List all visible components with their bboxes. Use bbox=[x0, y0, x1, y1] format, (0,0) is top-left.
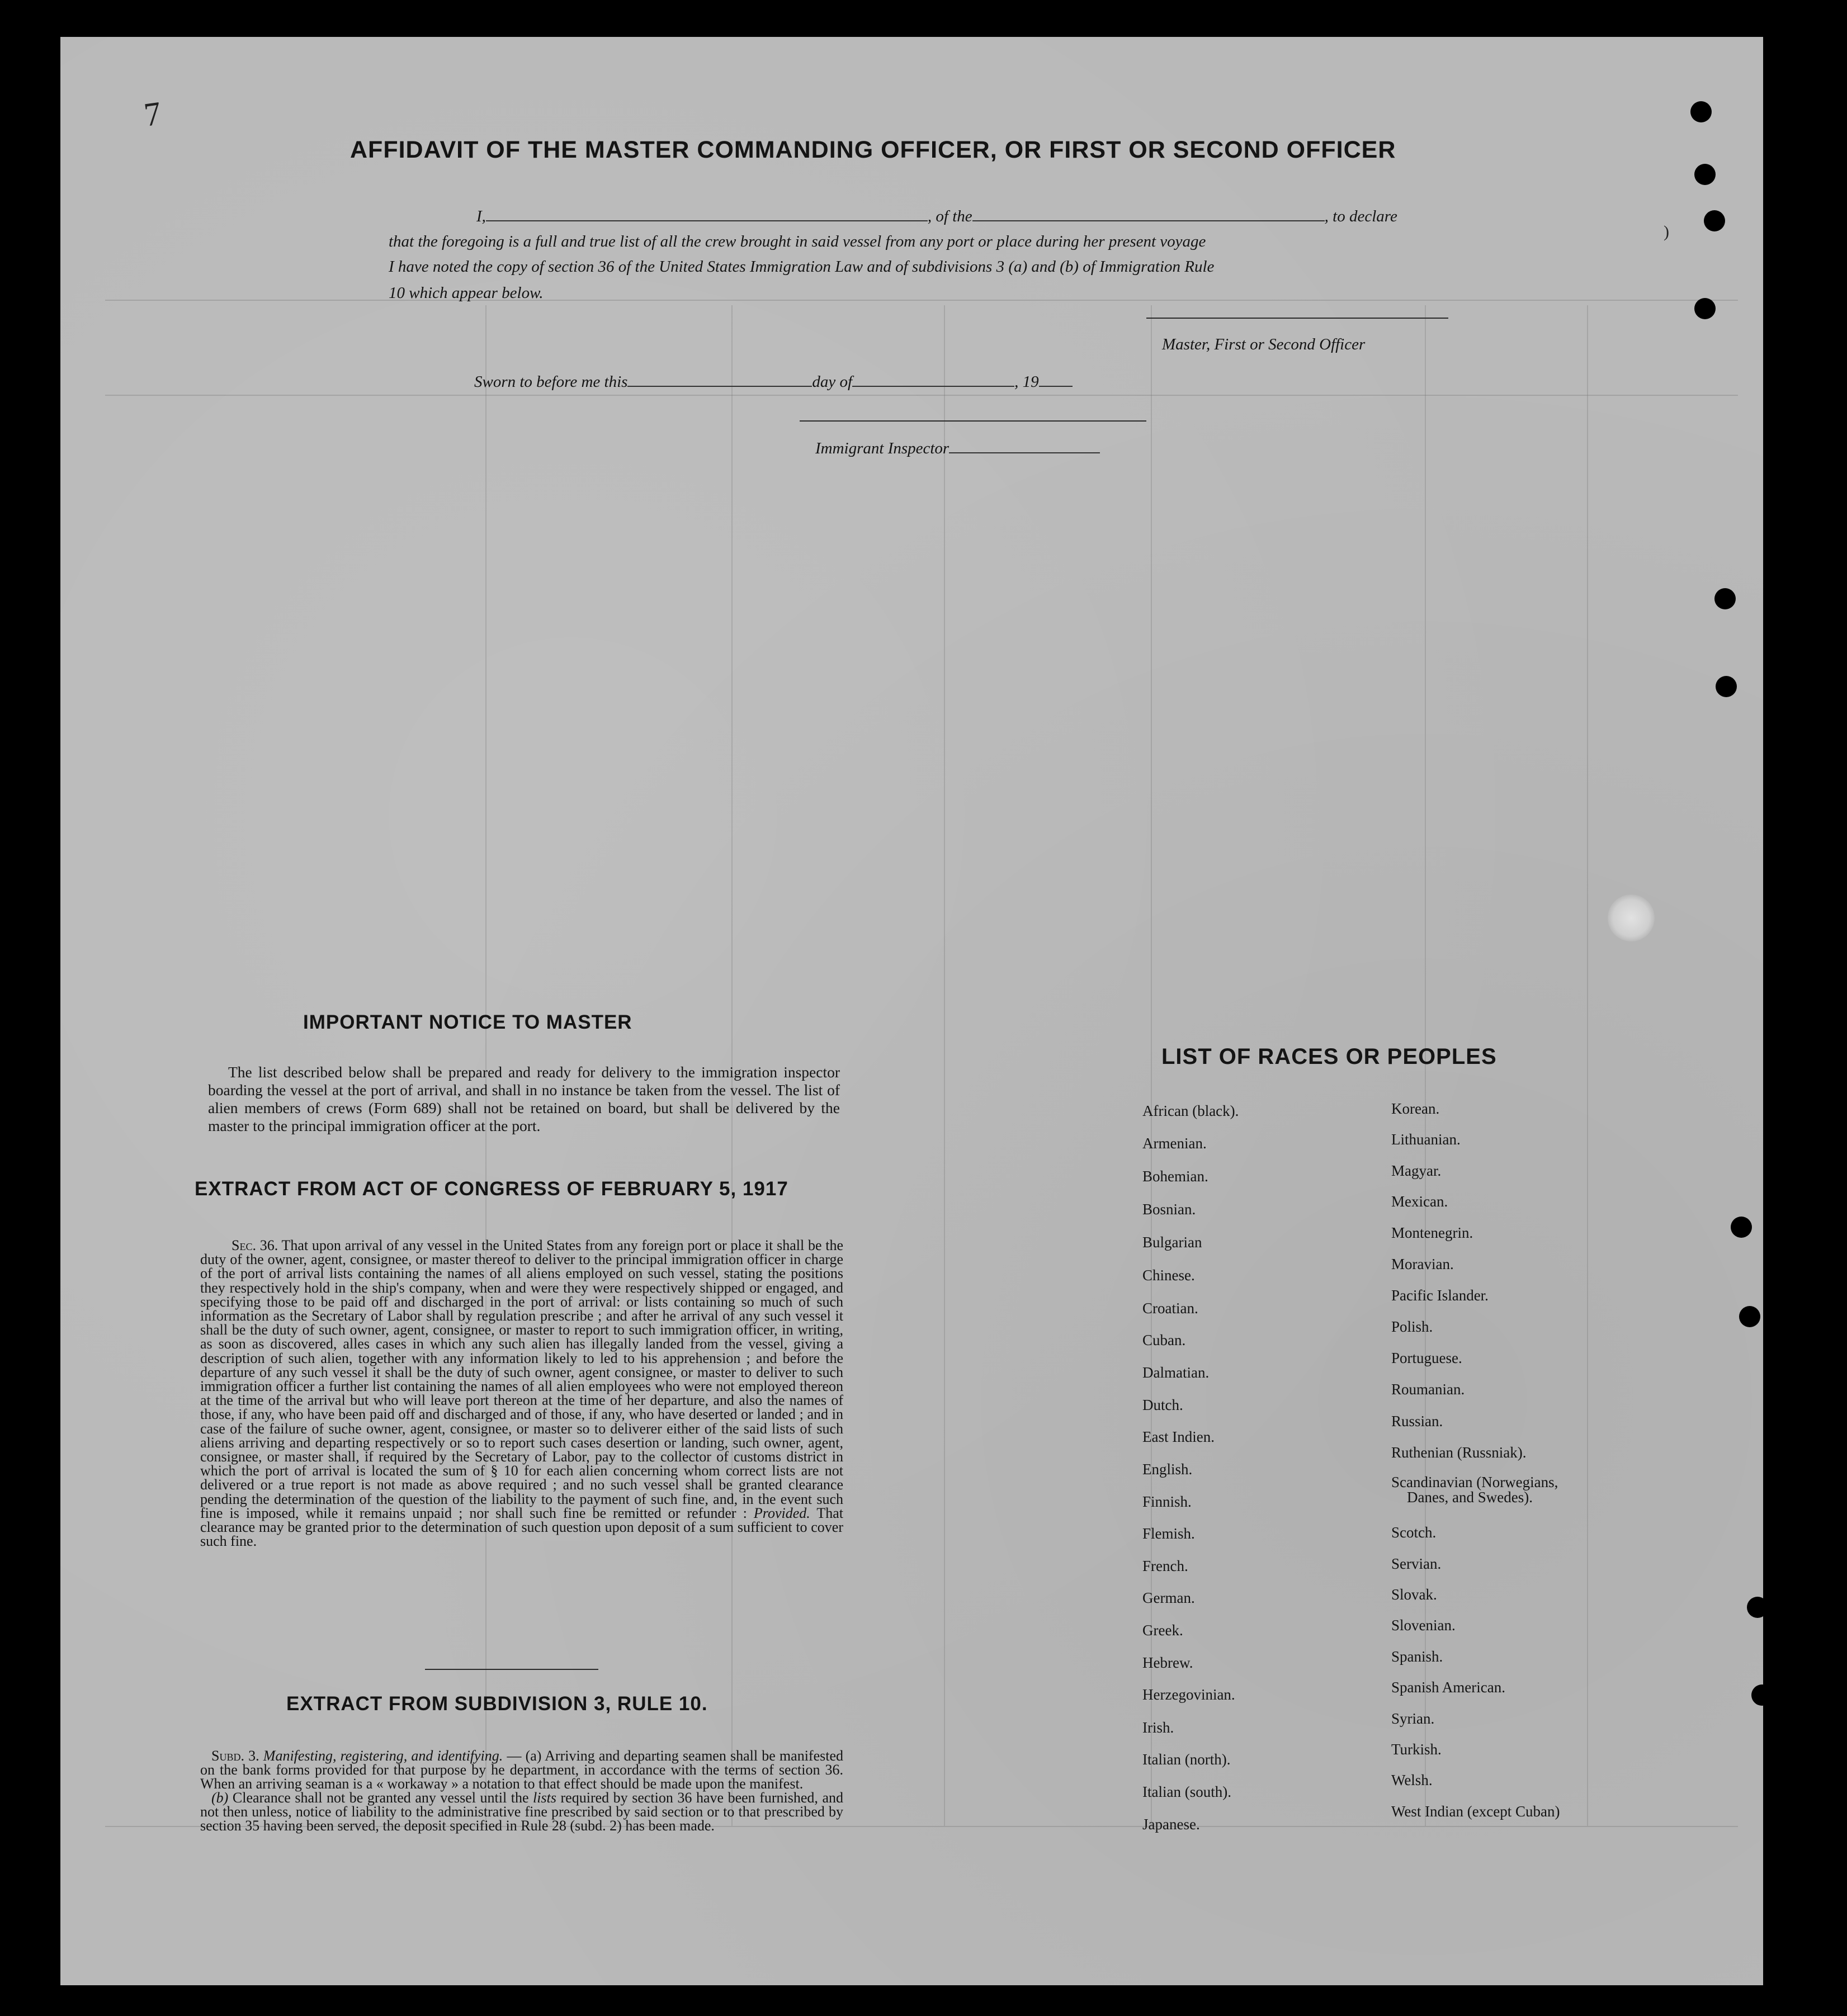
subd-para-a-text: — (a) Arriving and departing seamen shall be manifested on the bank forms provided for that purpose by he department, in accordance with the terms of section 36. When an arriving seaman is a « workaway » a notation to that effect should be made upon the manifest. bbox=[200, 1748, 843, 1792]
race-item-line: Scandinavian (Norwegians, bbox=[1391, 1474, 1558, 1490]
signature-caption: Master, First or Second Officer bbox=[1162, 335, 1366, 353]
name-blank[interactable] bbox=[486, 207, 928, 221]
race-item: Slovak. bbox=[1391, 1586, 1437, 1603]
punch-hole bbox=[1704, 210, 1725, 231]
affidavit-line-2: that the foregoing is a full and true list of all the crew brought in said vessel from any port or place during her present voyage bbox=[389, 233, 1206, 250]
punch-hole bbox=[1751, 1684, 1773, 1706]
race-item: Dutch. bbox=[1142, 1397, 1183, 1413]
race-item: Italian (north). bbox=[1142, 1751, 1231, 1768]
race-item: Spanish. bbox=[1391, 1648, 1443, 1665]
race-item: Hebrew. bbox=[1142, 1654, 1193, 1671]
year-text: , 19 bbox=[1014, 373, 1039, 391]
race-item: Welsh. bbox=[1391, 1772, 1433, 1788]
inspector-line[interactable] bbox=[800, 420, 1146, 422]
signature-line[interactable] bbox=[1146, 318, 1448, 319]
affidavit-title: AFFIDAVIT OF THE MASTER COMMANDING OFFICER, OR FIRST OR SECOND OFFICER bbox=[350, 136, 1396, 163]
sworn-text: Sworn to before me this bbox=[474, 373, 628, 391]
para-b-lists: lists bbox=[533, 1790, 556, 1806]
affidavit-line-3: I have noted the copy of section 36 of the United States Immigration Law and of subdivisions 3 (a) and (b) of Immigration Rule bbox=[389, 258, 1215, 276]
subd-para-b bbox=[200, 1791, 843, 1833]
race-item: Russian. bbox=[1391, 1413, 1443, 1430]
punch-hole bbox=[1694, 164, 1716, 185]
race-item: Bosnian. bbox=[1142, 1201, 1196, 1218]
race-item: Cuban. bbox=[1142, 1332, 1186, 1348]
race-item: Chinese. bbox=[1142, 1267, 1195, 1284]
race-item: Moravian. bbox=[1391, 1256, 1454, 1272]
subd-heading: Manifesting, registering, and identifying. bbox=[263, 1748, 503, 1764]
punch-hole bbox=[1716, 676, 1737, 697]
notice-body: The list described below shall be prepared and ready for delivery to the immigration inspector boarding the vessel at the port of arrival, and shall in no instance be taken from the vessel. The list of alien members of crews (Form 689) shall not be retained on board, but shall be delivered by the master to the principal immigration officer at the port. bbox=[208, 1063, 840, 1134]
sec-label: Sec. 36. bbox=[232, 1237, 278, 1253]
race-item: Croatian. bbox=[1142, 1300, 1198, 1317]
vessel-blank[interactable] bbox=[972, 207, 1325, 221]
extract-act-title: EXTRACT FROM ACT OF CONGRESS OF FEBRUARY 5, 1917 bbox=[195, 1178, 788, 1200]
punch-hole bbox=[1747, 1597, 1768, 1618]
race-item: English. bbox=[1142, 1461, 1193, 1478]
race-item: Dalmatian. bbox=[1142, 1364, 1210, 1381]
subd-label: Subd. bbox=[211, 1748, 244, 1764]
day-of-text: day of bbox=[812, 373, 853, 391]
sec-body-end: That clearance may be granted prior to the determination of such question upon deposit of a sum sufficient to cover such fine. bbox=[200, 1504, 844, 1550]
race-item: Greek. bbox=[1142, 1622, 1183, 1639]
subd-para-a bbox=[200, 1749, 843, 1791]
race-item: Slovenian. bbox=[1391, 1617, 1456, 1634]
punch-hole bbox=[1690, 101, 1712, 122]
punch-hole-faint bbox=[1608, 895, 1655, 941]
race-item: Polish. bbox=[1391, 1318, 1433, 1335]
race-item: Italian (south). bbox=[1142, 1783, 1231, 1800]
year-blank[interactable] bbox=[1039, 372, 1073, 387]
race-item: Syrian. bbox=[1391, 1710, 1435, 1727]
race-item: West Indian (except Cuban) bbox=[1391, 1803, 1560, 1820]
race-item-line: Danes, and Swedes). bbox=[1407, 1489, 1533, 1506]
handwritten-mark: 7 bbox=[141, 94, 164, 134]
affidavit-of-the: , of the bbox=[927, 207, 972, 225]
subd-number: 3. bbox=[248, 1748, 259, 1764]
race-item: Servian. bbox=[1391, 1555, 1442, 1572]
provided-word: Provided. bbox=[753, 1504, 810, 1521]
margin-mark: ) bbox=[1664, 223, 1669, 241]
affidavit-line-1 bbox=[476, 207, 1397, 226]
inspector-row bbox=[815, 439, 1100, 458]
para-b-label: (b) bbox=[211, 1790, 229, 1806]
race-item: Pacific Islander. bbox=[1391, 1287, 1489, 1304]
race-item: Ruthenian (Russniak). bbox=[1391, 1444, 1527, 1461]
race-item: Bulgarian bbox=[1142, 1234, 1202, 1251]
affidavit-i: I, bbox=[476, 207, 486, 225]
race-item: Herzegovinian. bbox=[1142, 1686, 1235, 1703]
race-item: African (black). bbox=[1142, 1102, 1239, 1119]
notice-title: IMPORTANT NOTICE TO MASTER bbox=[303, 1011, 632, 1033]
punch-hole bbox=[1731, 1217, 1752, 1238]
section-divider bbox=[425, 1669, 598, 1670]
race-item: German. bbox=[1142, 1589, 1195, 1606]
inspector-caption: Immigrant Inspector bbox=[815, 439, 950, 457]
race-item: Spanish American. bbox=[1391, 1679, 1505, 1696]
punch-hole bbox=[1739, 1306, 1760, 1327]
race-item: Irish. bbox=[1142, 1719, 1174, 1736]
inspector-blank[interactable] bbox=[949, 439, 1100, 453]
race-item: Mexican. bbox=[1391, 1193, 1448, 1210]
races-title: LIST OF RACES OR PEOPLES bbox=[1161, 1044, 1497, 1069]
para-b-text-2: required by section 36 have been furnished, and not then unless, notice of liability to the administrative fine prescribed by said section or to that prescribed by section 35 having been served, the deposit specified in Rule 28 (subd. 2) has been made. bbox=[200, 1790, 843, 1834]
race-item: Portuguese. bbox=[1391, 1350, 1462, 1366]
para-b-text-1: Clearance shall not be granted any vessel until the bbox=[232, 1790, 529, 1806]
race-item: Lithuanian. bbox=[1391, 1131, 1461, 1148]
punch-hole bbox=[1714, 588, 1736, 609]
race-item: Armenian. bbox=[1142, 1135, 1207, 1152]
sworn-line bbox=[474, 372, 1073, 391]
sec-body: That upon arrival of any vessel in the United States from any foreign port or place it shall be the duty of the owner, agent, consignee, or master thereof to deliver to the principal immigration officer in charge of the port of arrival lists containing the names of all aliens employed on such vessel, stating the positions they respectively hold in the ship's company, when and were they were respectively shipped or engaged, and specifying those to be paid off and discharged in the port of arrival: or lists containing so much of such information as the Secretary of Labor shall by regulation prescribe ; and after he arrival of any such vessel it shall be the duty of such owner, agent, consignee, or master to report to such immigration officer, in writing, as soon as discovered, alles cases in which any such alien has illegally landed from the vessel, giving a description of such alien, together with any information likely to led to his apprehension ; and before the departure of any such vessel it shall be the duty of such owner, agent consignee, or master to deliver to such immigration officer a further list containing the names of all alien employees who were not employed thereon at the time of the arrival but who will leave port thereon at the time of her departure, and also the names of those, if any, who have been paid off and discharged and of those, if any, who have deserted or landed ; and in case of the failure of suche owner, agent, consignee, or master so to deliverer either of the said lists of such aliens arriving and departing respectively or so to report such cases desertion or landing, such owner, agent, consignee, or master shall, if required by the Secretary of Labor, pay to the collector of customs district in which the port of arrival is located the sum of § 10 for each alien concerning whom correct lists are not delivered or a true report is not made as above required ; and no such vessel shall be granted clearance pending the determination of the question of the liability to the payment of such fine, and, in the event such fine is imposed, while it remains unpaid ; nor shall such fine be remitted or refunder : bbox=[200, 1237, 844, 1521]
affidavit-declare: , to declare bbox=[1324, 207, 1397, 225]
race-item: Turkish. bbox=[1391, 1741, 1442, 1758]
race-item: Finnish. bbox=[1142, 1493, 1192, 1510]
race-item: Japanese. bbox=[1142, 1816, 1200, 1833]
race-item: Scotch. bbox=[1391, 1524, 1437, 1541]
race-item: Montenegrin. bbox=[1391, 1224, 1473, 1241]
race-item: Flemish. bbox=[1142, 1525, 1195, 1542]
race-item: Roumanian. bbox=[1391, 1381, 1465, 1398]
race-item: Korean. bbox=[1391, 1100, 1440, 1117]
race-item bbox=[1391, 1475, 1626, 1505]
section-36-text bbox=[200, 1238, 843, 1548]
subdivision-text bbox=[200, 1749, 843, 1833]
race-item: East Indien. bbox=[1142, 1428, 1215, 1445]
punch-hole bbox=[1694, 298, 1716, 319]
extract-rule-title: EXTRACT FROM SUBDIVISION 3, RULE 10. bbox=[286, 1693, 708, 1715]
race-item: Bohemian. bbox=[1142, 1168, 1208, 1185]
race-item: Magyar. bbox=[1391, 1162, 1442, 1179]
affidavit-line-4: 10 which appear below. bbox=[389, 284, 544, 302]
race-item: French. bbox=[1142, 1558, 1188, 1574]
sworn-day-blank[interactable] bbox=[627, 372, 812, 387]
month-blank[interactable] bbox=[852, 372, 1014, 387]
